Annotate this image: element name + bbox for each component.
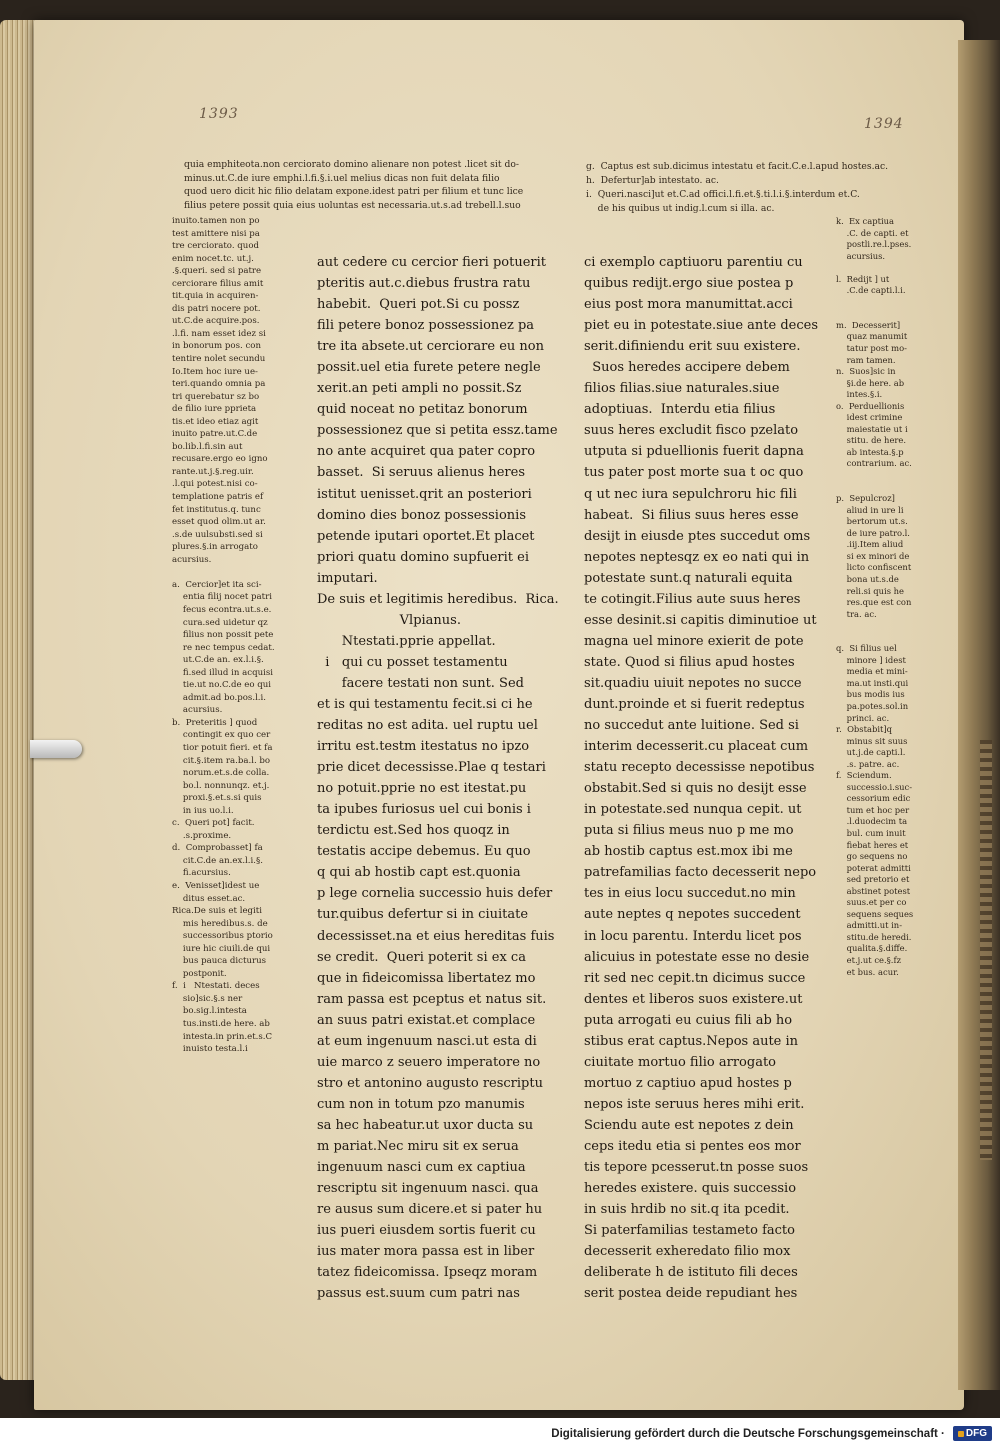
gloss-left-column: inuito.tamen non po test amittere nisi pa tre cerciorato. quod enim nocet.tc. ut.j. .§.queri. sed si patre cerciorare filius amit tit.quia in acquiren- dis patri nocere pot. ut.C.de acquire.pos. .l.fi. nam esset idez si in bonorum pos. con tentire nolet secundu Io.Item hoc iure ue- teri.quando omnia pa tri querebatur sz bo de filio iure pprieta tis.et ideo etiaz agit inuito patre.ut.C.de bo.lib.l.fi.sin aut recusare.ergo eo igno rante.ut.j.§.reg.uir. .l.qui potest.nisi co- templatione patris ef fet institutus.q. tunc esset quod olim.ut ar. .s.de uulsubsti.sed si plures.§.in arrogato acursius. a. Cercior]et ita sci- entia filij nocet patri fecus econtra.ut.s.e. cura.sed uidetur qz filius non possit pete re nec tempus cedat. ut.C.de an. ex.l.i.§. fi.sed illud in acquisi tie.ut no.C.de eo qui admit.ad bo.pos.l.i. acursius. b. Preteritis ] quod contingit ex quo cer tior potuit fieri. et fa cit.§.item ra.ba.l. bo norum.et.s.de colla. bo.l. nonnunqz. et.j. proxi.§.et.s.si quis in ius uo.l.i. c. Queri pot] facit. .s.proxime. d. Comprobasset] fa cit.C.de an.ex.l.i.§. fi.acursius. e. Venisset]idest ue ditus esset.ac. Rica.De suis et legiti mis heredibus.s. de successoribus ptorio iure hic ciuili.de qui bus pauca dicturus postponit. f. i Ntestati. deces sio]sic.§.s ner bo.sig.l.intesta tus.insti.de here. ab intesta.in prin.et.s.C inuisto testa.l.i (172, 216, 275, 1055)
bookmark-strip (30, 740, 82, 758)
gloss-top: quia emphiteota.non cerciorato domino alienare non potest .licet sit do- minus.ut.C.de iure emphi.l.fi.§.i.uel melius dicas non fuit delata filio quod uero dicit hic filio delatam expone.idest patri per filium et tunc lice filius petere possit quia eius uoluntas est necessaria.ut.s.ad trebell.l.suo (184, 159, 524, 211)
main-text-right-column: ci exemplo captiuoru parentiu cu quibus redijt.ergo siue postea p eius post mora manumittat.acci piet eu in potestate.siue ante deces serit.difiniendu erit suu existere. Suos heredes accipere debem filios filias.siue naturales.siue adoptiuas. Interdu etia filius suus heres excludit fisco pzelato utputa si pduellionis fuerit dapna tus pater post morte sua t oc quo q ut nec iura sepulchroru hic fili habeat. Si filius suus heres esse desijt in eiusde ptes succedut oms nepotes neptesqz ex eo nati qui in potestate sunt.q naturali equita te cotingit.Filius aute suus heres esse desinit.si capitis diminutioe ut magna uel minore exierit de pote state. Quod si filius apud hostes sit.quadiu uiuit nepotes no succe dunt.proinde et si fuerit redeptus no succedut ante luitione. Sed si interim decesserit.cu placeat cum statu recepto decessisse nepotibus obstabit.Sed si quis no desijt esse in potestate.sed nunqua cepit. ut puta si filius meus nuo p me mo ab hostib captus est.mox ibi me patrefamilias facto decesserit nepo tes in eius locu succedut.no min aute neptes q nepotes succedent in locu parentu. Interdu licet pos alicuius in potestate esse no desie rit sed nec cepit.tn dicimus succe dentes et liberos suos existere.ut puta arrogati eu cuius fili ab ho stibus erat captus.Nepos aute in ciuitate mortuo filio arrogato mortuo z captiuo apud hostes p nepos iste seruus heres mihi erit. Sciendu aute est nepotes z dein ceps itedu etia si pentes eos mor tis tepore pcesserut.tn posse suos heredes existere. quis successio in suis hrdib no sit.q ita pcedit. Si paterfamilias testameto facto decesserit exheredato filio mox deliberate h de istituto fili deces serit postea deide repudiant hes (584, 255, 819, 1302)
notes-right-margin: k. Ex captiua .C. de capti. et postli.re.l.pses. acursius. l. Redijt ] ut .C.de capti.l.i. m. Decesserit] quaz manumit tatur post mo- ram tamen. n. Suos]sic in §i.de here. ab intes.§.i. o. Perduellionis idest crimine maiestatie ut i stitu. de here. ab intesta.§.p contrarium. ac. p. Sepulcroz] aliud in ure li bertorum ut.s. de iure patro.l. .iij.Item aliud si ex minori de licto confiscent bona ut.s.de reli.si quis he res.que est con tra. ac. q. Si filius uel minore ] idest media et mini- ma.ut insti.qui bus modis ius pa.potes.sol.in princi. ac. r. Obstabit]q minus sit suus ut.j.de capti.l. .s. patre. ac. f. Sciendum. successio.i.suc- cessorium edic tum et hoc per .l.duodecim ta bul. cum inuit fiebat heres et go sequens no poterat admitti sed pretorio et abstinet potest suus.et per co sequens seques admitti.ut in- stitu.de heredi. qualita.§.diffe. et.j.ut ce.§.fz et bus. acur. (836, 216, 914, 977)
notes-top-right: g. Captus est sub.dicimus intestatu et facit.C.e.l.apud hostes.ac. h. Defertur]ab intestato. ac. i. Queri.nasci]ut et.C.ad offici.l.fi.et.§.ti.l.i.§.interdum et.C. de his quibus ut indig.l.cum si illa. ac. (586, 161, 889, 214)
folio-right: 1394 (864, 116, 904, 132)
book-page (34, 20, 964, 1410)
dfg-logo-icon: DFG (953, 1426, 992, 1441)
book-right-edge (958, 40, 1000, 1390)
main-text-left-column: aut cedere cu cercior fieri potuerit pteritis aut.c.diebus frustra ratu habebit. Queri pot.Si cu possz fili petere bonoz possessionez pa tre ita absete.ut cerciorare eu non possit.uel etia furete petere negle xerit.an peti ampli no possit.Sz quid noceat no petitaz bonorum possessionez que si petita essz.tame no ante acquiret qua pater copro basset. Si seruus alienus heres istitut uenisset.qrit an posteriori domino dies bonoz possessionis petende iputari oportet.Et placet priori quatu domino supfuerit ei imputari. De suis et legitimis heredibus. Rica. Vlpianus. Ntestati.pprie appellat. i qui cu posset testamentu facere testati non sunt. Sed et is qui testamentu fecit.si ci he reditas no est adita. uel ruptu uel irritu est.testm itestatus no ipzo prie dicet decessisse.Plae q testari no potuit.pprie no est itestat.pu ta ipubes furiosus uel cui bonis i terdictu est.Sed hos quoqz in testatis accipe debemus. Eu quo q qui ab hostib capt est.quonia p lege cornelia successio huis defer tur.quibus defertur si in ciuitate decessisset.na et eius hereditas fuis se credit. Queri poterit si ex ca que in fideicomissa libertatez mo ram passa est pceptus et natus sit. an suus patri existat.et complace at eum ingenuum nasci.ut esta di uie marco z seuero imperatore no stro et antonino augusto rescriptu cum non in totum pzo manumis sa hec habeatur.ut uxor ducta su m pariat.Nec miru sit ex serua ingenuum nasci cum ex captiua rescriptu sit ingenuum nasci. qua re ausus sum dicere.et si pater hu ius pueri eiusdem sortis fuerit cu ius mater mora passa est in liber tatez fideicomissa. Ipseqz moram passus est.suum cum patri nas (317, 255, 559, 1302)
edge-pattern (980, 740, 992, 1160)
footer-bar (0, 1418, 1000, 1449)
funding-notice: Digitalisierung gefördert durch die Deutsche Forschungsgemeinschaft · (551, 1427, 945, 1440)
folio-left: 1393 (199, 106, 239, 122)
